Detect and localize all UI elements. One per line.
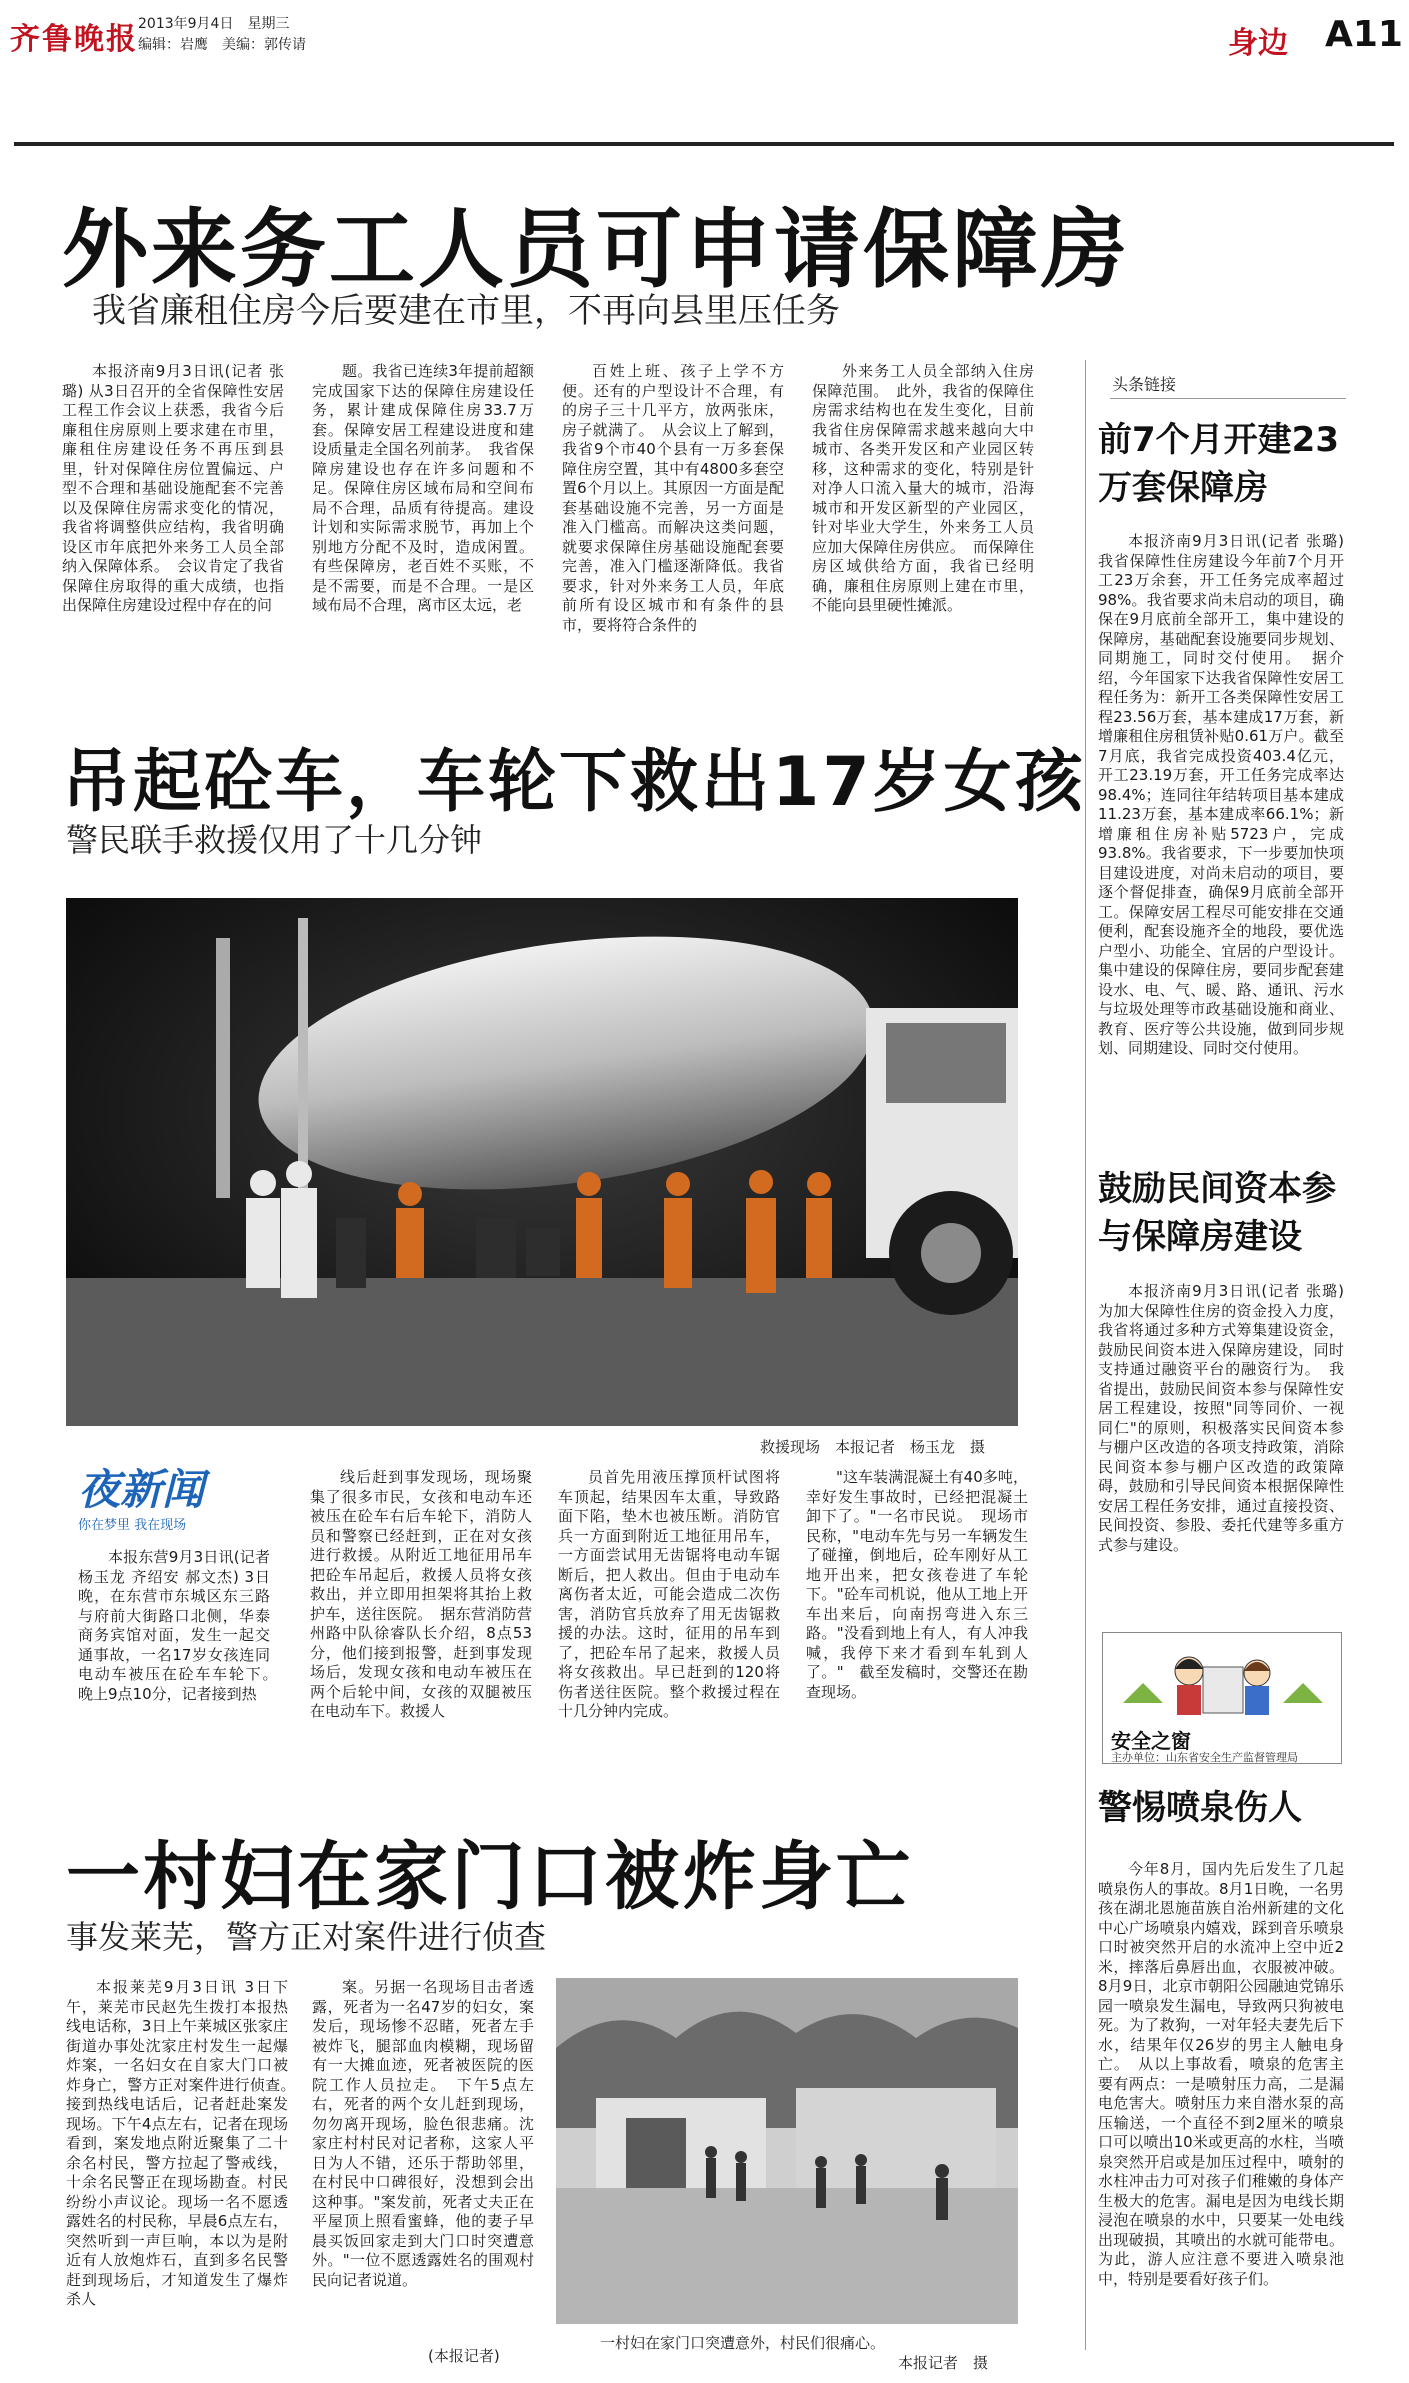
article1-headline: 外来务工人员可申请保障房 bbox=[62, 200, 1130, 300]
sidebar-tag: 头条链接 bbox=[1112, 375, 1177, 394]
sidebar-story3-headline: 警惕喷泉伤人 bbox=[1098, 1788, 1302, 1828]
sidebar-tag-rule bbox=[1110, 398, 1346, 399]
masthead-info bbox=[138, 14, 306, 56]
article2-col2: 线后赶到事发现场，现场聚集了很多市民，女孩和电动车还被压在砼车右后车轮下，消防人员和警察已经赶到，正在对女孩进行救援。从附近工地征用吊车把砼车吊起后，救援人员将女孩救出，并立即用担架将其抬上救护车，送往医院。 据东营消防营州路中队徐睿队长介绍，8点53分，他们接到报警，赶到事发现场后，发现女孩和电动车被压在两个后轮中间，女孩的双腿被压在电动车下。救援人 bbox=[310, 1468, 532, 1720]
rescue-photo-image bbox=[66, 898, 1018, 1426]
article3-subhead: 事发莱芜，警方正对案件进行侦查 bbox=[66, 1918, 547, 1956]
article3-col1: 本报莱芜9月3日讯 3日下午，莱芜市民赵先生拨打本报热线电话称，3日上午莱城区张家庄街道办事处沈家庄村发生一起爆炸案，一名妇女在自家大门口被炸身亡，警方正对案件进行侦查。 接到热线电话后，记者赶赴案发现场。下午4点左右，记者在现场看到，案发地点附近聚集了二十余名村民，警方拉起了警戒线，十余名民警正在现场勘查。村民纷纷小声议论。现场一名不愿透露姓名的村民称，早晨6点左右，突然听到一声巨响，本以为是附近有人放炮炸石，直到多名民警赶到现场后，才知道发生了爆炸杀人 bbox=[66, 1978, 304, 2308]
masthead-rule bbox=[14, 142, 1394, 146]
article3-byline: (本报记者) bbox=[428, 2347, 500, 2365]
article1-col4: 外来务工人员全部纳入住房保障范围。 此外，我省的保障住房需求结构也在发生变化，目前我省住房保障需求越来越向大中城市、各类开发区和产业园区转移，这种需求的变化，特别是针对净人口流入量大的城市，沿海城市和开发区新型的产业园区，针对毕业大学生，外来务工人员应加大保障住房供应。 而保障住房区域供给方面，我省已经明确，廉租住房原则上建在市里，不能向县里硬性摊派。 bbox=[812, 362, 1034, 614]
night-news-title: 夜新闻 bbox=[78, 1465, 205, 1514]
sidebar-story3-text: 今年8月，国内先后发生了几起喷泉伤人的事故。8月1日晚，一名男孩在湖北恩施苗族自治州新建的文化中心广场喷泉内嬉戏，踩到音乐喷泉口时被突然开启的水流冲上空中近2米，摔落后鼻唇出血，衣服被冲破。8月9日，北京市朝阳公园融迪党锦乐园一喷泉发生漏电，导致两只狗被电死。为了救狗，一对年轻夫妻先后下水，结果年仅26岁的男主人触电身亡。 从以上事故看，喷泉的危害主要有两点：一是喷射压力高，二是漏电危害大。喷射压力来自潜水泵的高压输送，一个直径不到2厘米的喷泉口可以喷出10米或更高的水柱，当喷泉突然开启或是加压过程中，喷射的水柱冲击力可对孩子们稚嫩的身体产生极大的危害。漏电是因为电线长期浸泡在喷泉的水中，只要某一处电线出现破损，其喷出的水就可能带电。为此，游人应注意不要进入喷泉池中，特别是要看好孩子们。 bbox=[1098, 1860, 1344, 2288]
article2-col3: 员首先用液压撑顶杆试图将车顶起，结果因车太重，导致路面下陷，垫木也被压断。消防官兵一方面到附近工地征用吊车，一方面尝试用无齿锯将电动车锯断后，把人救出。但由于电动车离伤者太近，可能会造成二次伤害，消防官兵放弃了用无齿锯救援的办法。这时，征用的吊车到了，把砼车吊了起来，救援人员将女孩救出。早已赶到的120将伤者送往医院。整个救援过程在十几分钟内完成。 bbox=[558, 1468, 780, 1720]
rescue-photo-caption: 救援现场 本报记者 杨玉龙 摄 bbox=[760, 1438, 986, 1456]
article2-subhead: 警民联手救援仅用了十几分钟 bbox=[66, 821, 483, 859]
safety-cartoon-icon bbox=[1103, 1633, 1341, 1721]
sidebar-story1-headline: 前7个月开建23万套保障房 bbox=[1098, 420, 1339, 508]
night-news-badge bbox=[78, 1465, 268, 1538]
newspaper-logo: 齐鲁晚报 bbox=[10, 22, 138, 57]
editor-credit: 编辑：岩鹰 美编：郭传请 bbox=[138, 37, 306, 53]
article2-col4: "这车装满混凝土有40多吨，幸好发生事故时，已经把混凝土卸下了。"一名市民说。 现场市民称，"电动车先与另一车辆发生了碰撞，倒地后，砼车刚好从工地开出来，把女孩卷进了车轮下。"砼车司机说，他从工地上开车出来后，向南拐弯进入东三路。"没看到地上有人，有人冲我喊，我停下来才看到车轧到人了。" 截至发稿时，交警还在勘查现场。 bbox=[806, 1468, 1028, 1701]
article1-col2: 题。我省已连续3年提前超额完成国家下达的保障住房建设任务，累计建成保障住房33.7万套。保障安居工程建设进度和建设质量走全国名列前茅。 我省保障房建设也存在许多问题和不足。保障住房区域布局和空间布局不合理，品质有待提高。建设计划和实际需求脱节，再加上个别地方分配不及时，造成闲置。有些保障房，老百姓不买账，不是不需要，而是不合理。一是区域布局不合理，离市区太远，老 bbox=[312, 362, 534, 614]
issue-date: 2013年9月4日 星期三 bbox=[138, 16, 290, 32]
article2-headline: 吊起砼车，车轮下救出17岁女孩 bbox=[62, 743, 1086, 822]
sidebar-divider bbox=[1085, 360, 1086, 2350]
village-photo-image bbox=[556, 1978, 1018, 2324]
safety-window-sponsor: 主办单位：山东省安全生产监督管理局 bbox=[1111, 1751, 1298, 1764]
night-news-slogan: 你在梦里 我在现场 bbox=[78, 1518, 187, 1533]
safety-window-box bbox=[1102, 1632, 1342, 1764]
safety-window-title: 安全之窗 bbox=[1111, 1729, 1191, 1753]
article2-col1: 本报东营9月3日讯(记者 杨玉龙 齐绍安 郝文杰) 3日晚，在东营市东城区东三路与府前大街路口北侧，华泰商务宾馆对面，发生一起交通事故，一名17岁女孩连同电动车被压在砼车车轮下。 晚上9点10分，记者接到热 bbox=[78, 1548, 286, 1703]
village-photo-credit: 本报记者 摄 bbox=[898, 2354, 989, 2372]
sidebar-story2-text: 本报济南9月3日讯(记者 张璐) 为加大保障性住房的资金投入力度，我省将通过多种方式筹集建设资金，鼓励民间资本进入保障房建设，同时支持通过融资平台的融资行为。 我省提出，鼓励民间资本参与保障性安居工程建设，按照"同等同价、一视同仁"的原则，积极落实民间资本参与棚户区改造的各项支持政策，消除民间资本参与棚户区改造的政策障碍，鼓励和引导民间资本根据保障性安居工程任务安排，通过直接投资、民间投资、参股、委托代建等多重方式参与建设。 bbox=[1098, 1282, 1344, 1554]
article1-subhead: 我省廉租住房今后要建在市里，不再向县里压任务 bbox=[92, 291, 840, 331]
sidebar-story2-headline: 鼓励民间资本参与保障房建设 bbox=[1098, 1169, 1336, 1257]
section-label: 身边 bbox=[1228, 26, 1288, 61]
article3-headline: 一村妇在家门口被炸身亡 bbox=[66, 1834, 913, 1920]
sidebar-story1-text: 本报济南9月3日讯(记者 张璐) 我省保障性住房建设今年前7个月开工23万余套，开工任务完成率超过98%。我省要求尚未启动的项目，确保在9月底前全部开工，集中建设的保障房，基础配套设施要同步规划、同期施工，同时交付使用。 据介绍，今年国家下达我省保障性安居工程任务为：新开工各类保障性安居工程23.56万套，基本建成17万套，新增廉租住房租赁补贴0.61万户。截至7月底，我省完成投资403.4亿元，开工23.19万套，开工任务完成率达98.4%；连同往年结转项目基本建成11.23万套，基本建成率66.1%；新增廉租住房补贴5723户，完成93.8%。我省要求，下一步要加快项目建设进度，对尚未启动的项目，要逐个督促排查，确保9月底前全部开工。保障安居工程尽可能安排在交通便利，配套设施齐全的地段，要优选户型小、功能全、宜居的户型设计。集中建设的保障住房，要同步配套建设水、电、气、暖、路、通讯、污水与垃圾处理等市政基础设施和商业、教育、医疗等公共设施，做到同步规划、同期建设、同时交付使用。 bbox=[1098, 532, 1344, 1057]
page-number: A11 bbox=[1325, 14, 1403, 55]
rescue-scene-photo bbox=[66, 898, 1018, 1426]
article3-col2: 案。另据一名现场目击者透露，死者为一名47岁的妇女，案发后，现场惨不忍睹，死者左手被炸飞，腿部血肉模糊，现场留有一大摊血迹，死者被医院的医院工作人员拉走。 下午5点左右，死者的两个女儿赶到现场，勿勿离开现场，脸色很悲痛。沈家庄村村民对记者称，这家人平日为人不错，还乐于帮助邻里，在村民中口碑很好，没想到会出这种事。"案发前，死者丈夫正在平屋顶上照看蜜蜂，他的妻子早晨买饭回家走到大门口时突遭意外。"一位不愿透露姓名的围观村民向记者说道。 bbox=[312, 1978, 534, 2289]
village-scene-photo bbox=[556, 1978, 1018, 2324]
village-photo-caption: 一村妇在家门口突遭意外，村民们很痛心。 bbox=[600, 2334, 886, 2352]
article1-col1: 本报济南9月3日讯(记者 张璐) 从3日召开的全省保障性安居工程工作会议上获悉，我省今后廉租住房原则上要求建在市里，廉租住房建设任务不再压到县里，针对保障住房位置偏远、户型不合理和基础设施配套不完善以及保障住房需求变化的情况，我省将调整供应结构，我省明确设区市年底把外来务工人员全部纳入保障体系。 会议肯定了我省保障住房取得的重大成绩，也指出保障住房建设过程中存在的问 bbox=[62, 362, 284, 614]
article1-col3: 百姓上班、孩子上学不方便。还有的户型设计不合理，有的房子三十几平方，放两张床，房子就满了。 从会议上了解到，我省9个市40个县有一万多套保障住房空置，其中有4800多套空置6个月以上。其原因一方面是配套基础设施不完善，另一方面是准入门槛高。而解决这类问题，就要求保障住房基础设施配套要完善，准入门槛逐渐降低。我省要求，针对外来务工人员，年底前所有设区城市和有条件的县市，要将符合条件的 bbox=[562, 362, 784, 634]
